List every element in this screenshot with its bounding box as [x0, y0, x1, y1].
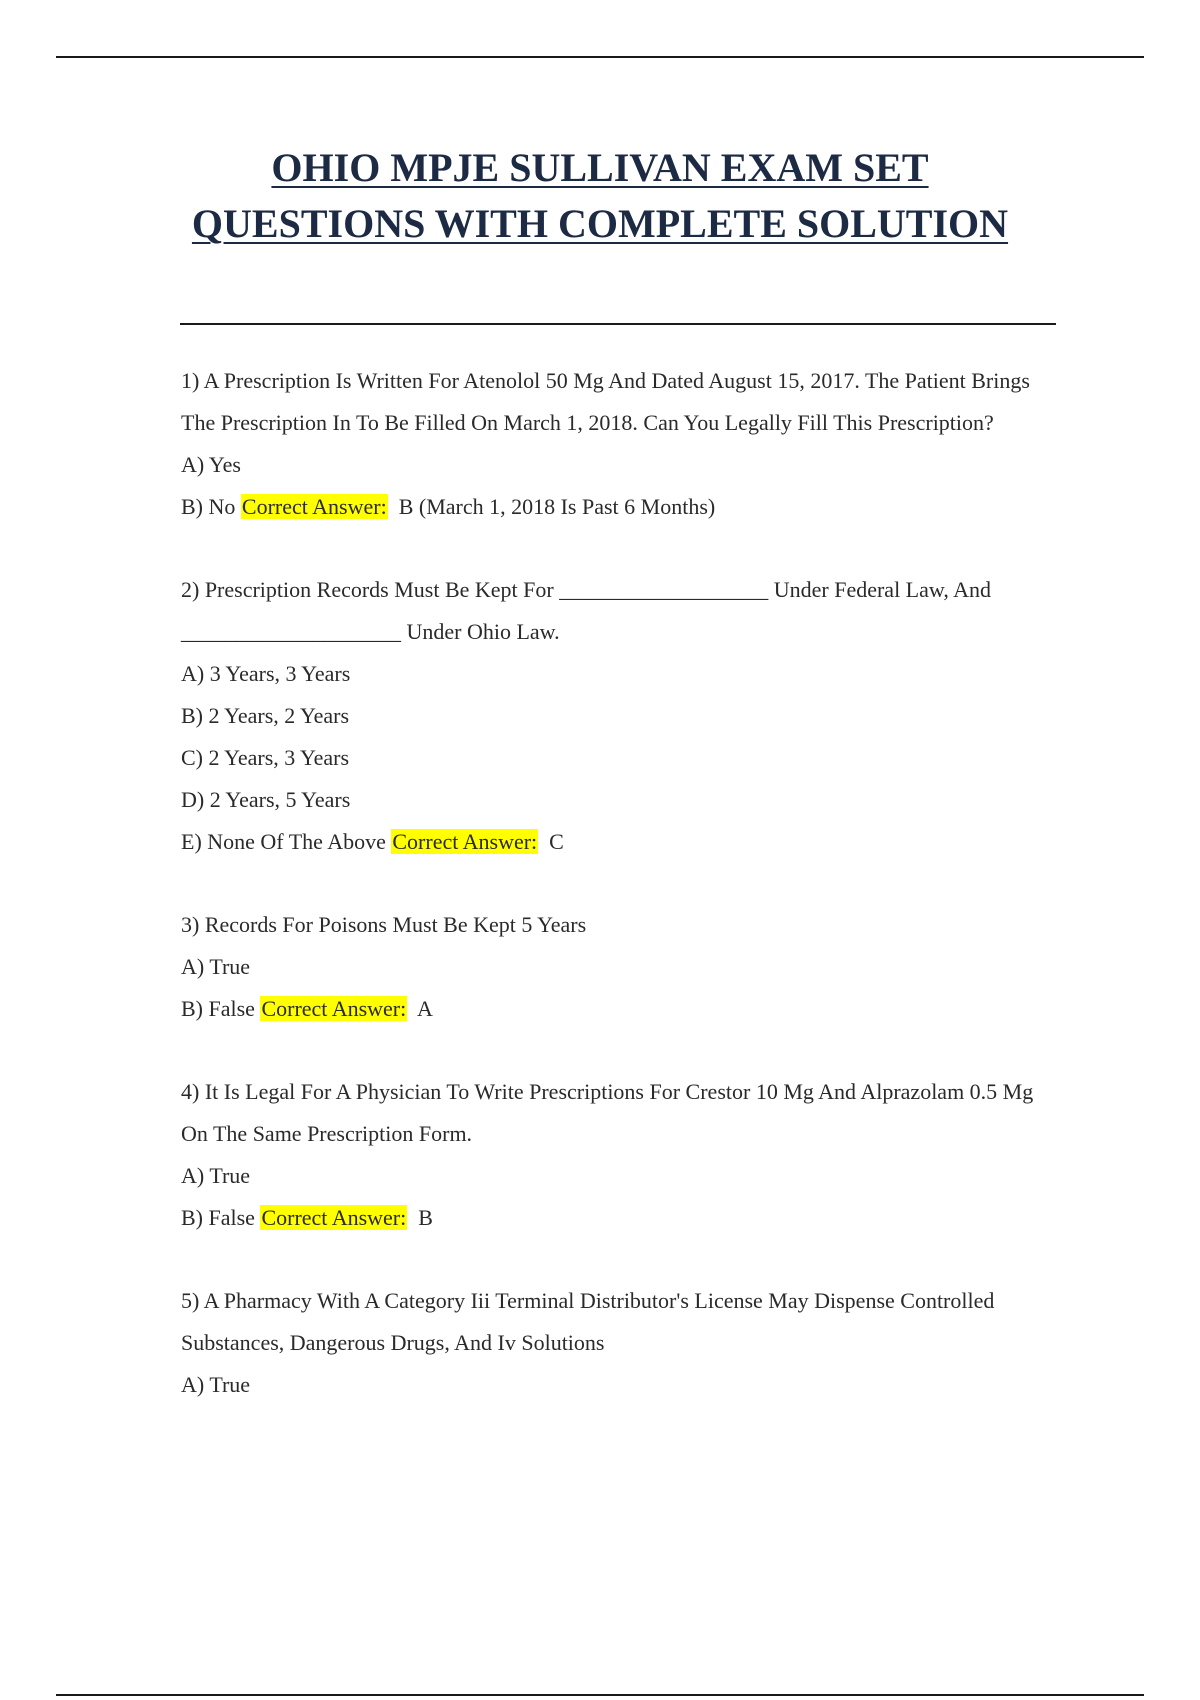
questions-list — [181, 360, 1061, 1447]
question-text: 3) Records For Poisons Must Be Kept 5 Years — [181, 912, 587, 937]
option: A) True — [181, 954, 251, 979]
option: B) False — [181, 996, 255, 1021]
option-with-answer — [181, 1197, 1061, 1239]
title-line-2: QUESTIONS WITH COMPLETE SOLUTION — [191, 201, 1009, 246]
correct-answer-label: Correct Answer: — [261, 996, 407, 1021]
correct-answer-label: Correct Answer: — [241, 494, 387, 519]
question-text: 5) A Pharmacy With A Category Iii Terminal Distributor's License May Dispense Controlled Substances, Dangerous Drugs, And Iv Solutions — [181, 1288, 1000, 1355]
correct-answer: C — [549, 829, 564, 854]
option: C) 2 Years, 3 Years — [181, 745, 350, 770]
top-rule — [56, 56, 1144, 58]
question-4 — [181, 1071, 1061, 1239]
question-1 — [181, 360, 1061, 528]
option: B) False — [181, 1205, 255, 1230]
correct-answer: A — [417, 996, 433, 1021]
title-line-1: OHIO MPJE SULLIVAN EXAM SET — [271, 145, 929, 190]
correct-answer-label: Correct Answer: — [261, 1205, 407, 1230]
option: A) True — [181, 1163, 251, 1188]
document-title — [100, 140, 1100, 252]
option: E) None Of The Above — [181, 829, 386, 854]
option-with-answer — [181, 821, 1061, 863]
option: B) No — [181, 494, 236, 519]
question-3 — [181, 904, 1061, 1030]
title-divider — [180, 323, 1056, 325]
bottom-rule — [56, 1694, 1144, 1696]
correct-answer: B (March 1, 2018 Is Past 6 Months) — [398, 494, 716, 519]
option: A) True — [181, 1372, 251, 1397]
question-5 — [181, 1280, 1061, 1406]
option-with-answer — [181, 988, 1061, 1030]
option-with-answer — [181, 486, 1061, 528]
option: B) 2 Years, 2 Years — [181, 703, 350, 728]
correct-answer: B — [418, 1205, 433, 1230]
question-text: 2) Prescription Records Must Be Kept For ___________________ Under Federal Law, And ____________________ Under Ohio Law. — [181, 577, 997, 644]
correct-answer-label: Correct Answer: — [392, 829, 538, 854]
question-text: 4) It Is Legal For A Physician To Write Prescriptions For Crestor 10 Mg And Alprazolam 0.5 Mg On The Same Prescription Form. — [181, 1079, 1039, 1146]
option: D) 2 Years, 5 Years — [181, 787, 351, 812]
question-text: 1) A Prescription Is Written For Atenolol 50 Mg And Dated August 15, 2017. The Patient Brings The Prescription In To Be Filled On March 1, 2018. Can You Legally Fill This Prescription? — [181, 368, 1036, 435]
option: A) 3 Years, 3 Years — [181, 661, 351, 686]
question-2 — [181, 569, 1061, 863]
option: A) Yes — [181, 452, 241, 477]
